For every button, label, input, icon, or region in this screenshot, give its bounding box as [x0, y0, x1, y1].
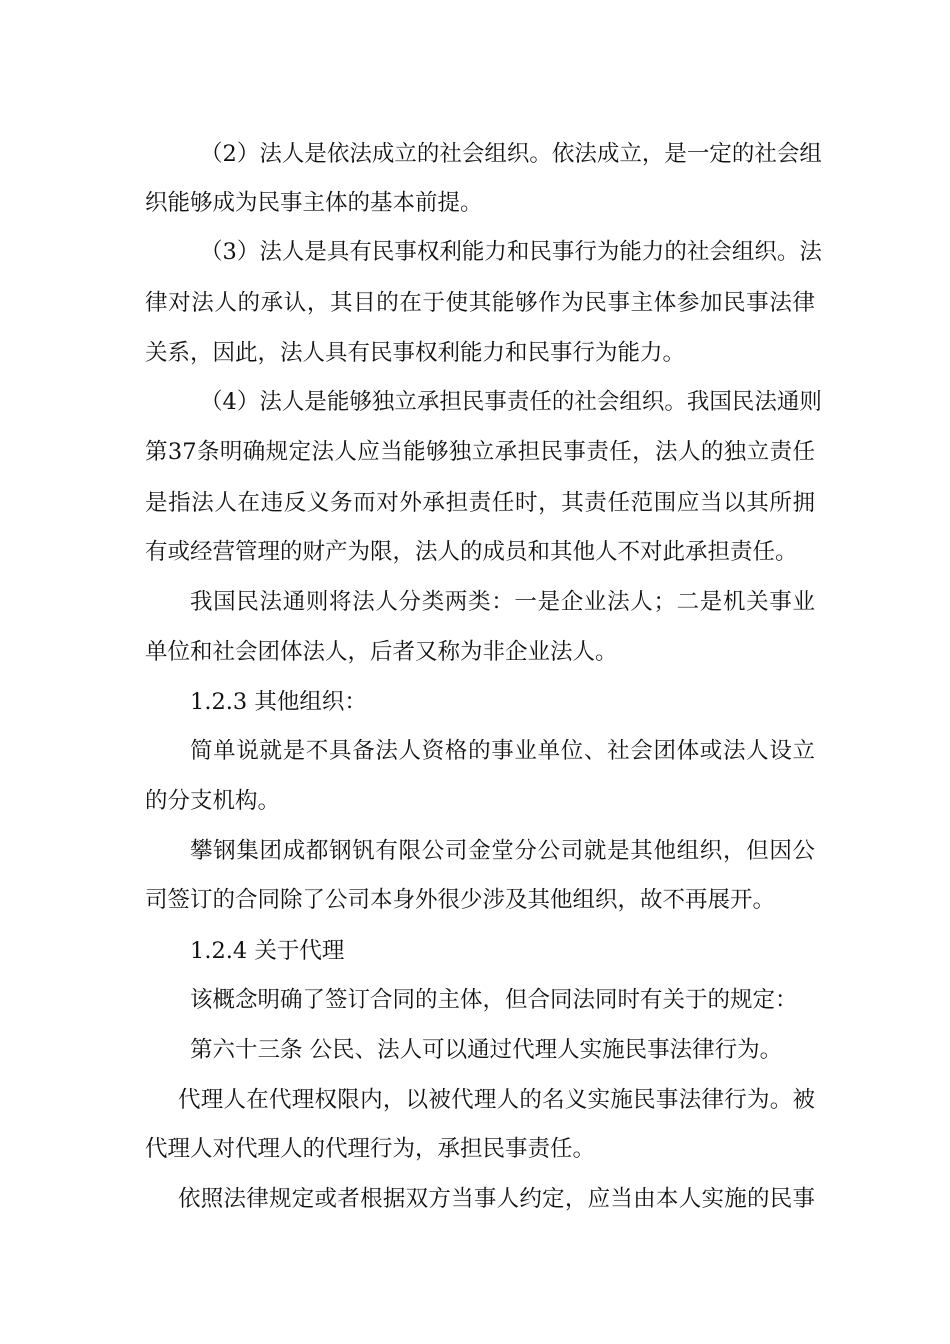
article-line: 第六十三条 公民、法人可以通过代理人实施民事法律行为。 [190, 1037, 783, 1063]
paragraph-line: 关系，因此，法人具有民事权利能力和民事行为能力。 [145, 340, 686, 366]
paragraph-line: 是指法人在违反义务而对外承担责任时，其责任范围应当以其所拥 [145, 490, 815, 516]
paragraph-line: 有或经营管理的财产为限，法人的成员和其他人不对此承担责任。 [145, 539, 798, 565]
paragraph-line: 该概念明确了签订合同的主体，但合同法同时有关于的规定： [190, 987, 798, 1013]
paragraph-line: （4）法人是能够独立承担民事责任的社会组织。我国民法通则 [200, 389, 822, 415]
paragraph-line: （2）法人是依法成立的社会组织。依法成立，是一定的社会组 [200, 141, 822, 167]
section-heading: 1.2.4 关于代理 [190, 938, 345, 964]
paragraph-line: 代理人在代理权限内，以被代理人的名义实施民事法律行为。被 [178, 1087, 815, 1113]
paragraph-line: 我国民法通则将法人分类两类：一是企业法人；二是机关事业 [190, 589, 815, 615]
paragraph-line: 织能够成为民事主体的基本前提。 [145, 190, 483, 216]
paragraph-line: 依照法律规定或者根据双方当事人约定，应当由本人实施的民事 [178, 1186, 815, 1212]
paragraph-line: 司签订的合同除了公司本身外很少涉及其他组织，故不再展开。 [145, 887, 776, 913]
paragraph-line: 的分支机构。 [145, 788, 281, 814]
paragraph-line: 第37条明确规定法人应当能够独立承担民事责任，法人的独立责任 [145, 439, 815, 465]
paragraph-line: 单位和社会团体法人，后者又称为非企业法人。 [145, 639, 618, 665]
section-heading: 1.2.3 其他组织： [190, 689, 367, 715]
paragraph-line: 代理人对代理人的代理行为，承担民事责任。 [145, 1136, 596, 1162]
paragraph-line: （3）法人是具有民事权利能力和民事行为能力的社会组织。法 [200, 239, 822, 265]
paragraph-line: 简单说就是不具备法人资格的事业单位、社会团体或法人设立 [190, 738, 815, 764]
paragraph-line: 攀钢集团成都钢钒有限公司金堂分公司就是其他组织，但因公 [190, 838, 815, 864]
paragraph-line: 律对法人的承认，其目的在于使其能够作为民事主体参加民事法律 [145, 290, 815, 316]
